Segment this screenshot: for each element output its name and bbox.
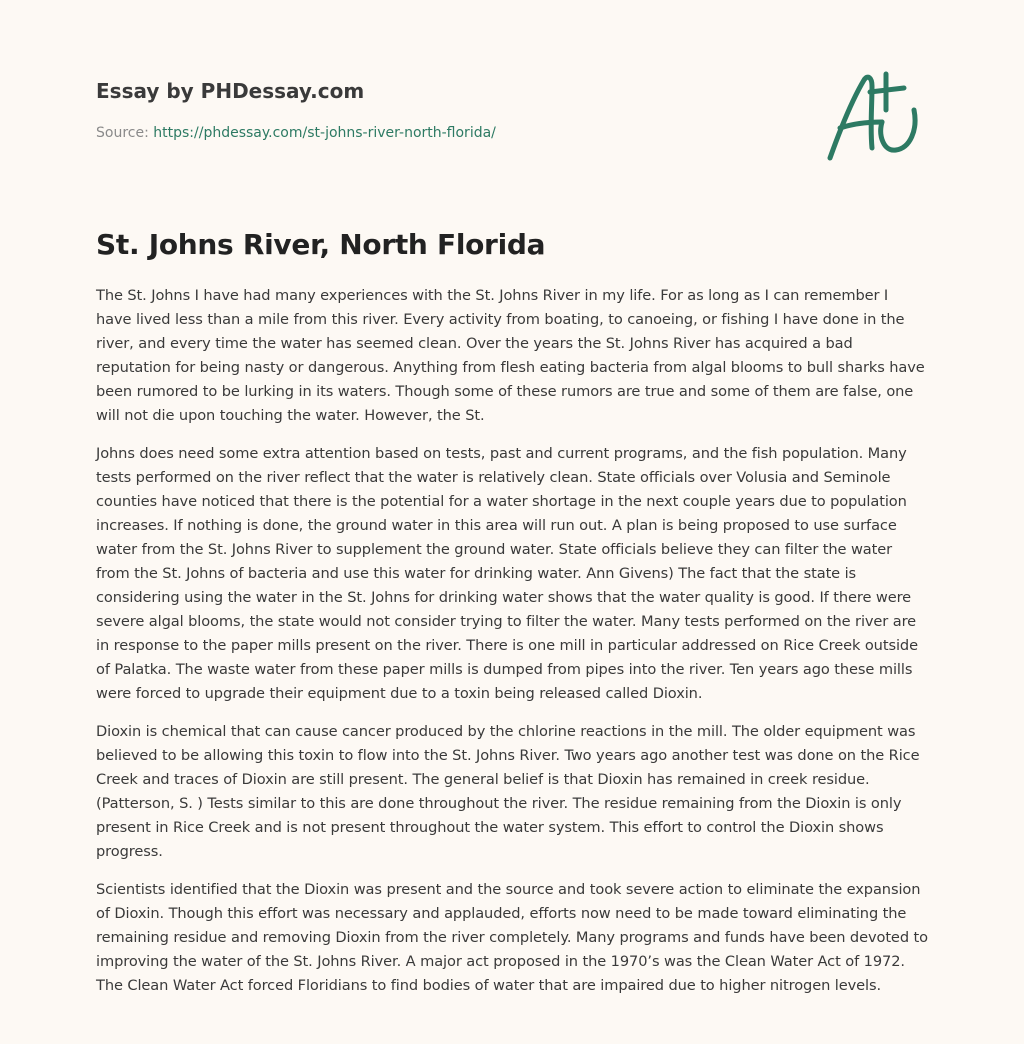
source-line xyxy=(96,124,496,142)
essay-paragraph: The St. Johns I have had many experiences with the St. Johns River in my life. For as long as I can remember I have lived less than a mile from this river. Every activity from boating, to canoeing, or fishing I have done in the river, and every time the water has seemed clean. Over the years the St. Johns River has acquired a bad reputation for being nasty or dangerous. Anything from flesh eating bacteria from algal blooms to bull sharks have been rumored to be lurking in its waters. Though some of these rumors are true and some of them are false, one will not die upon touching the water. However, the St. xyxy=(96,287,925,424)
source-label: Source: xyxy=(96,125,154,141)
essay-paragraph: Scientists identified that the Dioxin was present and the source and took severe action to eliminate the expansion of Dioxin. Though this effort was necessary and applauded, efforts now need to be made toward eliminating the remaining residue and removing Dioxin from the river completely. Many programs and funds have been devoted to improving the water of the St. Johns River. A major act proposed in the 1970’s was the Clean Water Act of 1972. The Clean Water Act forced Floridians to find bodies of water that are impaired due to higher nitrogen levels. xyxy=(96,881,928,994)
a-plus-logo-icon xyxy=(826,70,926,162)
source-link[interactable]: https://phdessay.com/st-johns-river-north-florida/ xyxy=(153,125,496,141)
essay-paragraph: Johns does need some extra attention based on tests, past and current programs, and the fish population. Many tests performed on the river reflect that the water is relatively clean. State officials over Volusia and Seminole counties have noticed that there is the potential for a water shortage in the next couple years due to population increases. If nothing is done, the ground water in this area will run out. A plan is being proposed to use surface water from the St. Johns River to supplement the ground water. State officials believe they can filter the water from the St. Johns of bacteria and use this water for drinking water. Ann Givens) The fact that the state is considering using the water in the St. Johns for drinking water shows that the water quality is good. If there were severe algal blooms, the state would not consider trying to filter the water. Many tests performed on the river are in response to the paper mills present on the river. There is one mill in particular addressed on Rice Creek outside of Palatka. The waste water from these paper mills is dumped from pipes into the river. Ten years ago these mills were forced to upgrade their equipment due to a toxin being released called Dioxin. xyxy=(96,445,918,702)
essay-title: St. Johns River, North Florida xyxy=(96,228,546,261)
essay-paragraph: Dioxin is chemical that can cause cancer produced by the chlorine reactions in the mill. The older equipment was believed to be allowing this toxin to flow into the St. Johns River. Two years ago another test was done on the Rice Creek and traces of Dioxin are still present. The general belief is that Dioxin has remained in creek residue. (Patterson, S. ) Tests similar to this are done throughout the river. The residue remaining from the Dioxin is only present in Rice Creek and is not present throughout the water system. This effort to control the Dioxin shows progress. xyxy=(96,723,920,860)
site-brand: Essay by PHDessay.com xyxy=(96,79,365,103)
essay-body xyxy=(96,284,928,1012)
